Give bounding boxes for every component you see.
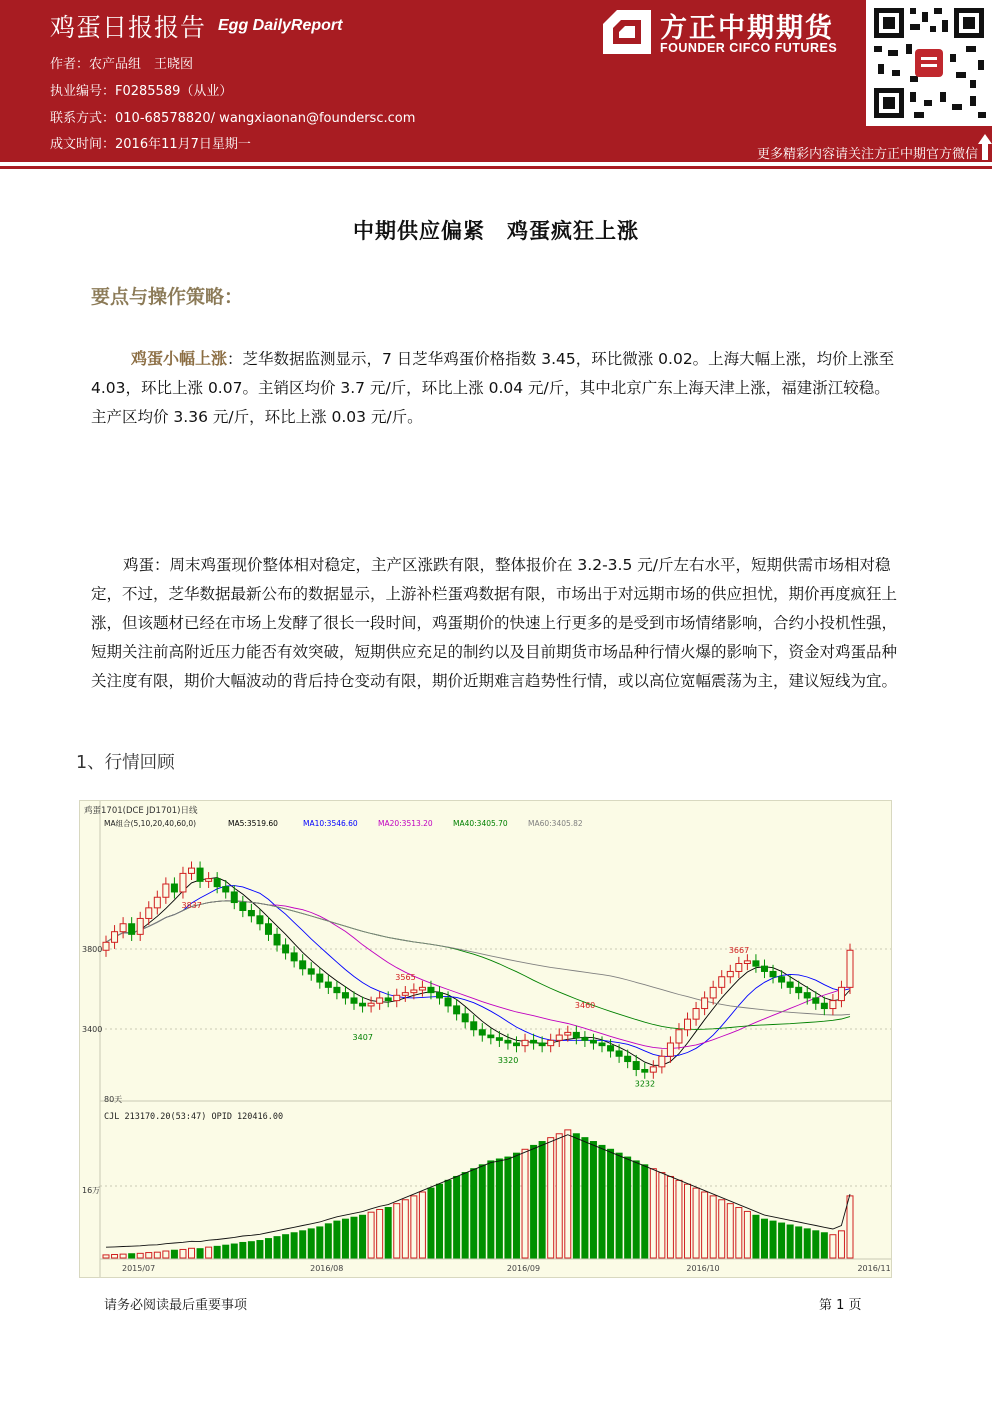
arrow-up-icon bbox=[978, 134, 992, 160]
ma-legend-item: MA60:3405.82 bbox=[528, 819, 583, 828]
summary-body: ：芝华数据监测显示，7 日芝华鸡蛋价格指数 3.45，环比微涨 0.02。上海大幅上涨，均价上涨至 4.03，环比上涨 0.07。主销区均价 3.7 元/斤，环比上涨 0.04 元/斤，其中北京广东上海天津上涨，福建浙江较稳。主产区均价 3.36 元/斤，环比上涨 0.03 元/斤。 bbox=[91, 350, 895, 426]
volume-bar bbox=[548, 1138, 554, 1258]
candle-body bbox=[197, 868, 203, 881]
candle-body bbox=[590, 1040, 596, 1043]
candle-body bbox=[342, 993, 348, 998]
candle-body bbox=[479, 1030, 485, 1035]
volume-bar bbox=[231, 1244, 237, 1258]
volume-bars bbox=[103, 1130, 853, 1258]
candle-body bbox=[804, 993, 810, 998]
candle-body bbox=[702, 998, 708, 1009]
candle-body bbox=[462, 1014, 468, 1022]
candle-body bbox=[548, 1040, 554, 1045]
candle-body bbox=[137, 918, 143, 934]
section-heading: 要点与操作策略： bbox=[91, 286, 244, 308]
candle-body bbox=[394, 995, 400, 1000]
volume-bar bbox=[445, 1180, 451, 1258]
volume-bar bbox=[197, 1249, 203, 1258]
wechat-follow-note: 更多精彩内容请关注方正中期官方微信 bbox=[756, 147, 978, 162]
volume-bar bbox=[513, 1153, 519, 1258]
volume-bar bbox=[454, 1176, 460, 1258]
candle-body bbox=[308, 969, 314, 974]
candle-body bbox=[428, 987, 434, 992]
candle-body bbox=[625, 1056, 631, 1061]
candle-body bbox=[522, 1040, 528, 1045]
candle-body bbox=[146, 908, 152, 919]
volume-bar bbox=[163, 1251, 169, 1258]
date-line: 成文时间：2016年11月7日星期一 bbox=[50, 137, 251, 152]
candle-body bbox=[283, 945, 289, 953]
volume-bar bbox=[719, 1200, 725, 1258]
volume-bar bbox=[385, 1208, 391, 1258]
volume-bar bbox=[573, 1134, 579, 1258]
qr-code-icon[interactable] bbox=[866, 0, 992, 126]
volume-bar bbox=[522, 1149, 528, 1258]
candlestick-series bbox=[103, 861, 853, 1078]
candle-body bbox=[710, 987, 716, 998]
contact-line: 联系方式：010-68578820/ wangxiaonan@foundersc.com bbox=[50, 111, 416, 126]
candle-body bbox=[539, 1043, 545, 1046]
candle-body bbox=[189, 868, 195, 873]
volume-bar bbox=[556, 1134, 562, 1258]
author-line: 作者：农产品组 王晓囡 bbox=[50, 57, 194, 72]
candle-body bbox=[582, 1038, 588, 1041]
candle-body bbox=[693, 1009, 699, 1020]
volume-bar bbox=[625, 1157, 631, 1258]
candle-body bbox=[317, 974, 323, 982]
candle-body bbox=[437, 993, 443, 998]
price-annotation: 3407 bbox=[352, 1032, 373, 1042]
candle-body bbox=[445, 998, 451, 1006]
volume-bar bbox=[736, 1208, 742, 1258]
x-tick-label: 2016/11 bbox=[857, 1264, 891, 1273]
brand-name-cn: 方正中期期货 bbox=[660, 13, 834, 44]
volume-bar bbox=[779, 1223, 785, 1258]
report-title-en: Egg DailyReport bbox=[218, 17, 343, 34]
volume-bar bbox=[838, 1231, 844, 1258]
volume-bar bbox=[676, 1180, 682, 1258]
candle-body bbox=[488, 1035, 494, 1038]
summary-lead: 鸡蛋小幅上涨 bbox=[131, 349, 228, 368]
volume-bar bbox=[813, 1231, 819, 1258]
volume-bar bbox=[103, 1255, 109, 1258]
volume-bar bbox=[642, 1165, 648, 1258]
candle-body bbox=[419, 987, 425, 990]
volume-bar bbox=[317, 1227, 323, 1258]
volume-bar bbox=[189, 1248, 195, 1258]
volume-bar bbox=[821, 1233, 827, 1258]
candle-body bbox=[744, 961, 750, 964]
candle-body bbox=[556, 1035, 562, 1040]
price-tick-3800: 3800 bbox=[82, 945, 103, 954]
volume-bar bbox=[240, 1242, 246, 1258]
candle-body bbox=[505, 1040, 511, 1043]
volume-bar bbox=[616, 1153, 622, 1258]
license-line: 执业编号：F0285589（从业） bbox=[50, 84, 233, 99]
candle-body bbox=[334, 987, 340, 992]
candle-body bbox=[685, 1019, 691, 1030]
candle-body bbox=[736, 964, 742, 972]
volume-bar bbox=[804, 1229, 810, 1258]
price-annotation: 3320 bbox=[497, 1055, 519, 1065]
document-title: 中期供应偏紧 鸡蛋疯狂上涨 bbox=[353, 219, 639, 243]
candle-body bbox=[616, 1051, 622, 1056]
candle-body bbox=[360, 1003, 366, 1006]
report-title-cn: 鸡蛋日报报告 bbox=[50, 13, 207, 42]
candle-body bbox=[471, 1022, 477, 1030]
candle-body bbox=[813, 998, 819, 1003]
volume-bar bbox=[650, 1169, 656, 1258]
volume-bar bbox=[112, 1255, 118, 1258]
candle-body bbox=[838, 987, 844, 1000]
volume-info: CJL 213170.20(53:47) OPID 120416.00 bbox=[104, 1112, 284, 1122]
volume-bar bbox=[368, 1212, 374, 1258]
volume-bar bbox=[590, 1142, 596, 1258]
volume-bar bbox=[702, 1192, 708, 1258]
volume-bar bbox=[274, 1237, 280, 1258]
volume-bar bbox=[727, 1204, 733, 1258]
candle-body bbox=[633, 1062, 639, 1070]
footer-notice: 请务必阅读最后重要事项 bbox=[104, 1298, 248, 1313]
volume-bar bbox=[206, 1247, 212, 1258]
candle-body bbox=[231, 892, 237, 903]
candle-body bbox=[599, 1043, 605, 1046]
volume-bar bbox=[334, 1221, 340, 1258]
candle-body bbox=[248, 911, 254, 916]
volume-bar bbox=[223, 1245, 229, 1258]
candle-body bbox=[565, 1032, 571, 1035]
price-annotation: 3667 bbox=[728, 945, 750, 955]
ma-legend-item: MA组合(5,10,20,40,60,0) bbox=[104, 819, 197, 828]
volume-bar bbox=[248, 1242, 254, 1258]
candle-body bbox=[753, 961, 759, 966]
candle-body bbox=[650, 1067, 656, 1072]
chart-title: 鸡蛋1701(DCE JD1701)日线 bbox=[84, 806, 198, 816]
brand-name-en: FOUNDER CIFCO FUTURES bbox=[660, 41, 838, 55]
volume-bar bbox=[154, 1252, 160, 1258]
candle-body bbox=[496, 1038, 502, 1041]
price-annotation: 3460 bbox=[574, 1000, 596, 1010]
volume-bar bbox=[265, 1239, 271, 1258]
candle-body bbox=[112, 932, 118, 943]
candle-body bbox=[377, 998, 383, 1003]
candle-body bbox=[821, 1003, 827, 1008]
candle-body bbox=[847, 950, 853, 987]
volume-bar bbox=[120, 1254, 126, 1258]
volume-bar bbox=[659, 1173, 665, 1258]
candle-body bbox=[300, 961, 306, 969]
candle-body bbox=[257, 916, 263, 924]
price-annotation: 3232 bbox=[634, 1079, 656, 1089]
candle-body bbox=[103, 942, 109, 950]
volume-bar bbox=[496, 1159, 502, 1258]
candle-body bbox=[171, 884, 177, 892]
volume-bar bbox=[710, 1196, 716, 1258]
volume-bar bbox=[847, 1196, 853, 1258]
candle-body bbox=[402, 993, 408, 996]
candle-body bbox=[351, 998, 357, 1003]
volume-tick: 16万 bbox=[82, 1186, 101, 1195]
volume-bar bbox=[462, 1173, 468, 1258]
summary-paragraph bbox=[91, 344, 903, 432]
candle-body bbox=[120, 924, 126, 932]
price-chart bbox=[79, 800, 892, 1278]
volume-bar bbox=[419, 1192, 425, 1258]
volume-bar bbox=[471, 1169, 477, 1258]
ma-legend-item: MA5:3519.60 bbox=[228, 819, 278, 828]
volume-bar bbox=[411, 1196, 417, 1258]
ma-legend bbox=[104, 818, 583, 828]
volume-bar bbox=[744, 1211, 750, 1258]
candle-body bbox=[325, 982, 331, 987]
volume-bar bbox=[342, 1219, 348, 1258]
price-annotation: 3837 bbox=[181, 900, 202, 910]
volume-bar bbox=[830, 1235, 836, 1258]
candle-body bbox=[642, 1070, 648, 1073]
candle-body bbox=[513, 1043, 519, 1046]
volume-period-label: 80天 bbox=[104, 1095, 123, 1104]
volume-bar bbox=[565, 1130, 571, 1258]
candle-body bbox=[180, 873, 186, 892]
candle-body bbox=[531, 1040, 537, 1043]
candle-body bbox=[779, 977, 785, 982]
candle-body bbox=[385, 998, 391, 1001]
volume-bar bbox=[693, 1188, 699, 1258]
price-tick-3400: 3400 bbox=[82, 1025, 103, 1034]
volume-bar bbox=[796, 1227, 802, 1258]
candle-body bbox=[368, 1003, 374, 1006]
candle-body bbox=[787, 982, 793, 987]
volume-bar bbox=[129, 1254, 135, 1258]
candle-body bbox=[163, 884, 169, 897]
x-axis-ticks bbox=[122, 1264, 891, 1273]
volume-bar bbox=[291, 1233, 297, 1258]
volume-bar bbox=[437, 1184, 443, 1258]
market-review-heading: 1、行情回顾 bbox=[76, 753, 175, 773]
volume-bar bbox=[753, 1215, 759, 1258]
volume-bar bbox=[171, 1250, 177, 1258]
volume-bar bbox=[787, 1225, 793, 1258]
ma-legend-item: MA10:3546.60 bbox=[303, 819, 358, 828]
candle-body bbox=[830, 1001, 836, 1009]
brand-logo-icon bbox=[603, 10, 651, 54]
ma-legend-item: MA40:3405.70 bbox=[453, 819, 508, 828]
volume-bar bbox=[180, 1249, 186, 1258]
volume-bar bbox=[402, 1200, 408, 1258]
candle-body bbox=[411, 990, 417, 993]
candle-body bbox=[240, 903, 246, 911]
candle-body bbox=[761, 966, 767, 971]
candle-body bbox=[659, 1056, 665, 1067]
price-annotation: 3565 bbox=[395, 973, 416, 983]
volume-bar bbox=[308, 1229, 314, 1258]
candle-body bbox=[676, 1030, 682, 1043]
volume-bar bbox=[539, 1142, 545, 1258]
volume-bar bbox=[146, 1253, 152, 1258]
volume-bar bbox=[360, 1215, 366, 1258]
volume-bar bbox=[633, 1161, 639, 1258]
candle-body bbox=[454, 1006, 460, 1014]
volume-bar bbox=[257, 1241, 263, 1258]
volume-bar bbox=[428, 1188, 434, 1258]
candle-body bbox=[154, 897, 160, 908]
x-tick-label: 2016/10 bbox=[686, 1264, 720, 1273]
candle-body bbox=[265, 924, 271, 935]
volume-bar bbox=[599, 1145, 605, 1258]
volume-bar bbox=[608, 1149, 614, 1258]
candle-body bbox=[214, 879, 220, 887]
candle-body bbox=[206, 879, 212, 882]
candle-body bbox=[223, 887, 229, 892]
volume-bar bbox=[137, 1253, 143, 1258]
candle-body bbox=[770, 971, 776, 976]
candle-body bbox=[727, 971, 733, 976]
report-header bbox=[0, 0, 992, 162]
volume-bar bbox=[582, 1138, 588, 1258]
x-tick-label: 2016/09 bbox=[506, 1264, 541, 1273]
volume-bar bbox=[214, 1246, 220, 1258]
candle-body bbox=[291, 953, 297, 961]
volume-bar bbox=[394, 1204, 400, 1258]
candle-body bbox=[667, 1043, 673, 1056]
candle-body bbox=[719, 977, 725, 988]
volume-bar bbox=[667, 1176, 673, 1258]
volume-bar bbox=[283, 1235, 289, 1258]
volume-bar bbox=[685, 1184, 691, 1258]
x-tick-label: 2016/08 bbox=[310, 1264, 344, 1273]
candle-body bbox=[608, 1046, 614, 1051]
volume-bar bbox=[505, 1157, 511, 1258]
candle-body bbox=[573, 1032, 579, 1037]
volume-bar bbox=[300, 1231, 306, 1258]
header-divider bbox=[0, 166, 992, 169]
volume-bar bbox=[351, 1217, 357, 1258]
volume-bar bbox=[761, 1219, 767, 1258]
x-tick-label: 2015/07 bbox=[122, 1264, 156, 1273]
volume-bar bbox=[770, 1221, 776, 1258]
volume-bar bbox=[488, 1161, 494, 1258]
candle-body bbox=[796, 987, 802, 992]
analysis-paragraph: 鸡蛋：周末鸡蛋现价整体相对稳定，主产区涨跌有限，整体报价在 3.2-3.5 元/斤左右水平，短期供需市场相对稳定，不过，芝华数据最新公布的数据显示，上游补栏蛋鸡数据有限，市场出于对远期市场的供应担忧，期价再度疯狂上涨，但该题材已经在市场上发酵了很长一段时间，鸡蛋期价的快速上行更多的是受到市场情绪影响，合约小投机性强，短期关注前高附近压力能否有效突破，短期供应充足的制约以及目前期货市场品种行情火爆的影响下，资金对鸡蛋品种关注度有限，期价大幅波动的背后持仓变动有限，期价近期难言趋势性行情，或以高位宽幅震荡为主，建议短线为宜。 bbox=[91, 556, 898, 690]
volume-bar bbox=[479, 1165, 485, 1258]
candlestick-chart bbox=[80, 801, 891, 1277]
volume-bar bbox=[325, 1224, 331, 1258]
candle-body bbox=[129, 924, 135, 935]
candle-body bbox=[274, 934, 280, 945]
volume-bar bbox=[377, 1209, 383, 1258]
footer-page-number: 第 1 页 bbox=[819, 1298, 862, 1313]
ma-legend-item: MA20:3513.20 bbox=[378, 819, 433, 828]
volume-bar bbox=[531, 1145, 537, 1258]
